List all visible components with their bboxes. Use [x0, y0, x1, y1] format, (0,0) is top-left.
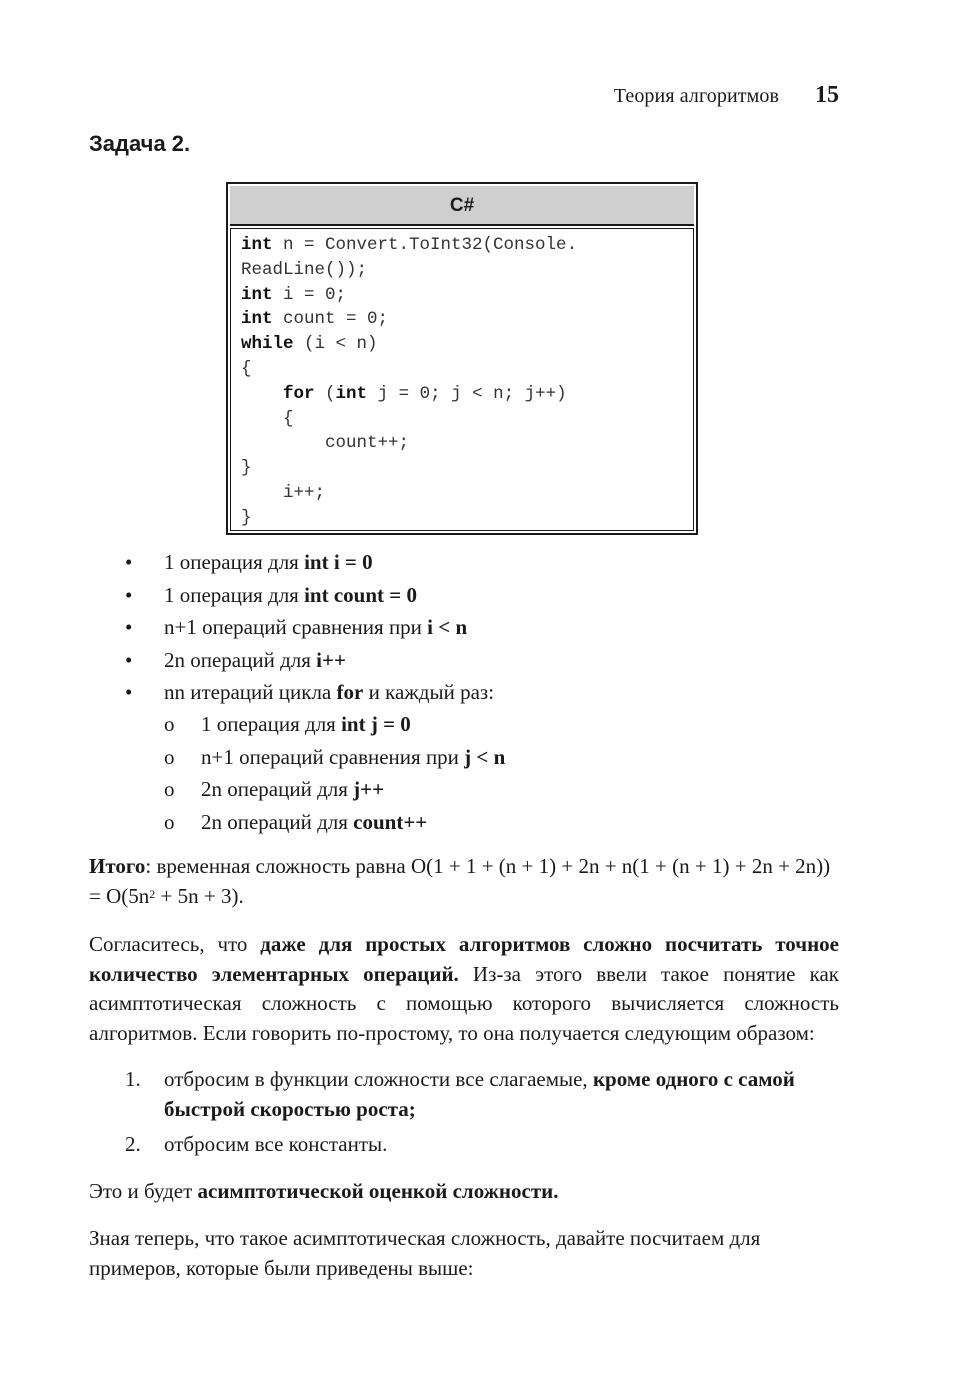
text-run: ReadLine());: [241, 259, 368, 280]
bullet-marker: •: [125, 582, 133, 607]
text-run: Это и будет: [89, 1179, 198, 1203]
code-keyword: for: [283, 383, 315, 404]
code-line: [241, 483, 325, 503]
text-run: отбросим в функции сложности все слагаемые,: [164, 1067, 593, 1091]
bold-text: i < n: [427, 615, 468, 639]
bullet-marker: •: [125, 647, 133, 672]
bold-text: int count = 0: [304, 582, 417, 607]
sub-bullet-marker: o: [164, 809, 175, 834]
loop-operation-list: [162, 708, 505, 838]
text-run: 1 операция для: [201, 712, 342, 736]
sub-list-item: [162, 806, 505, 839]
text-run: j = 0; j < n; j++): [367, 383, 567, 404]
code-keyword: int: [335, 383, 368, 404]
code-line: [241, 309, 388, 329]
bold-text: j < n: [464, 744, 506, 769]
text-run: i = 0;: [272, 284, 347, 305]
page-number: 15: [815, 82, 839, 108]
text-run: 1 операция для: [164, 550, 305, 574]
bullet-marker: •: [125, 615, 133, 639]
bold-text: count++: [353, 809, 428, 834]
bold-text: асимптотической оценкой сложности.: [197, 1179, 559, 1203]
text-run: отбросим все константы.: [164, 1132, 388, 1156]
simplification-steps: [125, 1065, 839, 1166]
text-run: i++;: [241, 482, 326, 503]
step-number: 2.: [125, 1132, 141, 1156]
text-run: n+1 операций сравнения при: [164, 615, 428, 639]
code-area: [230, 228, 694, 531]
list-item: [125, 546, 494, 579]
sub-list-item: [162, 773, 505, 806]
text-run: }: [241, 507, 252, 528]
text-run: nn итераций цикла: [164, 680, 337, 704]
code-line: [241, 334, 378, 354]
bold-text: int j = 0: [341, 712, 411, 736]
bold-text: Итого: [89, 854, 146, 878]
bold-text: кроме одного с самой быстрой скоростью роста;: [164, 1067, 795, 1121]
text-run: Из-за этого ввели такое понятие как асимптотическая сложность с помощью которого вычисляется сложность алгоритмов. Если говорить по-простому, то она получается следующим образом:: [89, 961, 839, 1045]
text-run: {: [241, 408, 294, 429]
sub-bullet-marker: o: [164, 744, 175, 769]
operation-list: [125, 546, 494, 709]
step-number: 1.: [125, 1067, 141, 1091]
sub-list-item: [162, 741, 505, 774]
text-run: count = 0;: [272, 309, 389, 330]
text-run: 1 операция для: [164, 582, 305, 607]
code-keyword: int: [241, 235, 273, 255]
step-item: [125, 1065, 839, 1124]
list-item: [125, 611, 494, 644]
code-keyword: int: [241, 284, 273, 305]
text-run: и каждый раз:: [363, 680, 495, 704]
bold-text: i++: [316, 647, 346, 672]
list-item: [125, 579, 494, 612]
task-heading: Задача 2.: [89, 131, 191, 156]
code-keyword: int: [241, 309, 273, 330]
step-item: [125, 1130, 839, 1160]
next-examples-paragraph: [89, 1224, 839, 1283]
text-run: {: [241, 358, 252, 379]
header-title: Теория алгоритмов: [613, 85, 779, 107]
bold-text: int i = 0: [304, 550, 373, 574]
text-run: [241, 384, 283, 404]
code-line: [241, 433, 409, 453]
list-item: [125, 676, 494, 709]
text-run: (i < n): [293, 334, 378, 355]
text-run: 2n операций для: [201, 809, 354, 834]
code-line: [241, 285, 346, 305]
code-line: [241, 235, 577, 255]
code-line: [241, 359, 252, 379]
list-item: [125, 644, 494, 677]
text-run: 2n операций для: [164, 647, 317, 672]
sub-list-item: [162, 708, 505, 741]
text-run: count++;: [241, 433, 410, 454]
text-run: Согласитесь, что: [89, 932, 261, 956]
text-run: Зная теперь, что такое асимптотическая сложность, давайте посчитаем для примеров, которые были приведены выше:: [89, 1226, 761, 1280]
code-line: [241, 384, 567, 404]
text-run: n = Convert.ToInt32(Console.: [272, 235, 578, 255]
total-complexity-paragraph: [89, 852, 839, 911]
code-keyword: while: [241, 334, 294, 355]
bullet-marker: •: [125, 680, 133, 704]
code-language-label: C#: [230, 186, 694, 226]
code-line: [241, 260, 367, 280]
text-run: : временная сложность равна O(1 + 1 + (n + 1) + 2n + n(1 + (n + 1) + 2n + 2n)) = O(5n: [89, 854, 831, 908]
bold-text: for: [336, 680, 364, 704]
text-run: 2n операций для: [201, 777, 354, 801]
bullet-marker: •: [125, 550, 133, 574]
code-line: [241, 508, 252, 528]
sub-bullet-marker: o: [164, 777, 175, 801]
bold-text: даже для простых алгоритмов сложно посчитать точное количество элементарных операций.: [89, 932, 839, 986]
text-run: + 5n + 3).: [155, 883, 244, 908]
code-line: [241, 458, 252, 478]
running-header: [614, 82, 839, 109]
sub-bullet-marker: o: [164, 712, 175, 736]
superscript: 2: [149, 886, 156, 901]
bold-text: j++: [353, 777, 385, 801]
asymptotic-intro-paragraph: [89, 930, 839, 1048]
code-text: [241, 233, 577, 531]
code-listing: [226, 182, 698, 535]
text-run: (: [314, 383, 336, 404]
asymptotic-estimate-paragraph: [89, 1177, 839, 1207]
text-run: }: [241, 458, 252, 479]
code-line: [241, 409, 294, 429]
text-run: n+1 операций сравнения при: [201, 744, 465, 769]
